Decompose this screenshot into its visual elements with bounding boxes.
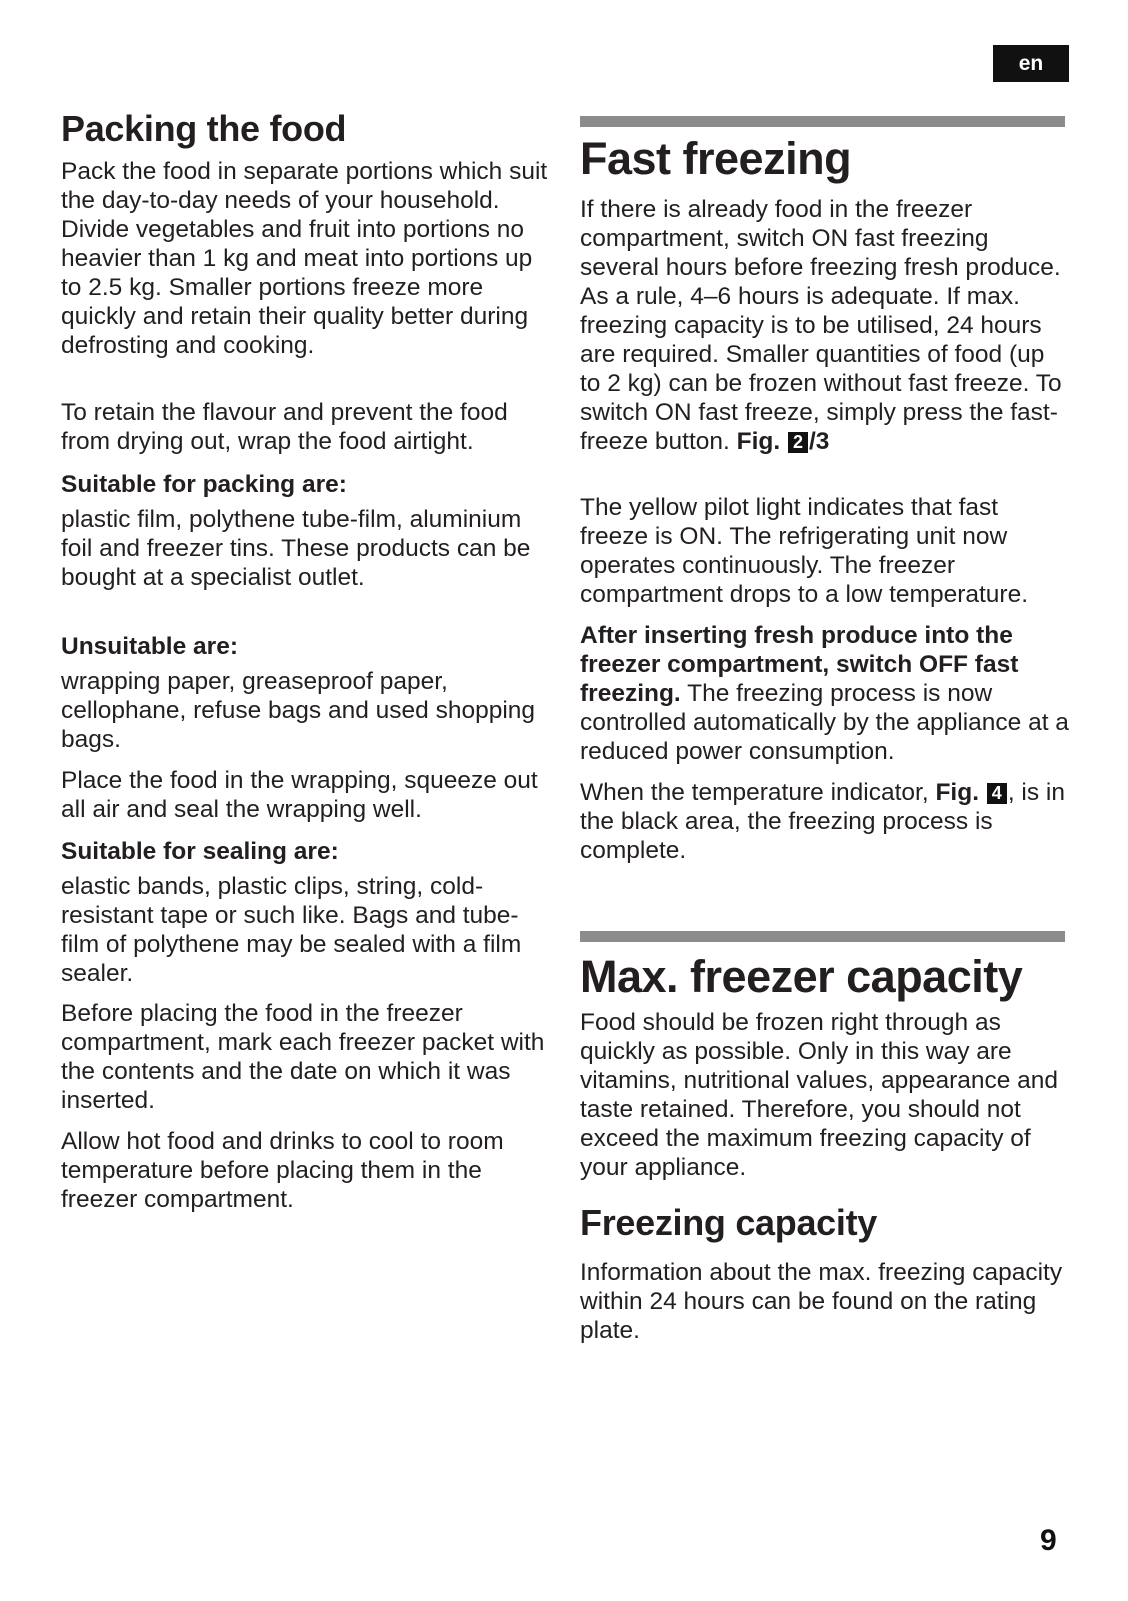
figure-number-badge: 4: [987, 783, 1007, 804]
page-number: 9: [1040, 1524, 1057, 1557]
freezing-capacity-paragraph: Information about the max. freezing capacity within 24 hours can be found on the rating plate.: [580, 1259, 1063, 1344]
suitable-packing-label: Suitable for packing are:: [61, 471, 347, 498]
fast-freezing-paragraph-1: If there is already food in the freezer compartment, switch ON fast freezing several hours before freezing fresh produce. As a rule, 4–6 hours is adequate. If max. freezing capacity is to be utilised, 24 hours are required. Smaller quantities of food (up to 2 kg) can be frozen without fast freeze. To switch ON fast freeze, simply press the fast-freeze button. Fig. 2 /3: [580, 196, 1062, 455]
max-capacity-heading: Max. freezer capacity: [580, 951, 1023, 1002]
unsuitable-label: Unsuitable are:: [61, 633, 238, 660]
packing-paragraph-3: Place the food in the wrapping, squeeze out all air and seal the wrapping well.: [61, 767, 538, 823]
fast-freezing-paragraph-3: After inserting fresh produce into the freezer compartment, switch OFF fast freezing. The freezing process is now controlled automatically by the appliance at a reduced power consumption.: [580, 622, 1069, 765]
packing-paragraph-4: Before placing the food in the freezer compartment, mark each freezer packet with the contents and the date on which it was inserted.: [61, 1000, 545, 1114]
fig-reference-label: Fig.: [935, 779, 979, 806]
figure-number-badge: 2: [788, 432, 808, 453]
section-divider-max-capacity: [580, 931, 1065, 942]
fast-freezing-paragraph-2: The yellow pilot light indicates that fast freeze is ON. The refrigerating unit now operates continuously. The freezer compartment drops to a low temperature.: [580, 494, 1029, 608]
packing-paragraph-2: To retain the flavour and prevent the food from drying out, wrap the food airtight.: [61, 399, 508, 455]
max-capacity-paragraph: Food should be frozen right through as quickly as possible. Only in this way are vitamins, nutritional values, appearance and taste retained. Therefore, you should not exceed the maximum freezing capacity of your appliance.: [580, 1009, 1059, 1181]
suitable-packing-section: [61, 470, 551, 592]
suitable-sealing-section: [61, 837, 551, 988]
fast-freezing-paragraph-4: When the temperature indicator, Fig. 4 , is in the black area, the freezing process is complete.: [580, 779, 1065, 864]
fig-reference-label: Fig.: [736, 428, 781, 455]
suitable-sealing-text: elastic bands, plastic clips, string, cold-resistant tape or such like. Bags and tube-film of polythene may be sealed with a film sealer.: [61, 873, 522, 987]
suitable-packing-text: plastic film, polythene tube-film, aluminium foil and freezer tins. These products can be bought at a specialist outlet.: [61, 506, 531, 591]
language-badge: en: [993, 45, 1069, 82]
packing-heading: Packing the food: [61, 108, 347, 149]
unsuitable-text: wrapping paper, greaseproof paper, cellophane, refuse bags and used shopping bags.: [61, 668, 536, 753]
section-divider-fast-freezing: [580, 116, 1065, 127]
fast-freezing-heading: Fast freezing: [580, 133, 852, 184]
unsuitable-section: [61, 632, 551, 754]
suitable-sealing-label: Suitable for sealing are:: [61, 838, 339, 865]
packing-paragraph-5: Allow hot food and drinks to cool to room temperature before placing them in the freezer compartment.: [61, 1128, 504, 1213]
packing-paragraph-1: Pack the food in separate portions which suit the day-to-day needs of your household. Divide vegetables and fruit into portions no heavier than 1 kg and meat into portions up to 2.5 kg. Smaller portions freeze more quickly and retain their quality better during defrosting and cooking.: [61, 158, 548, 359]
freezing-capacity-heading: Freezing capacity: [580, 1202, 878, 1243]
